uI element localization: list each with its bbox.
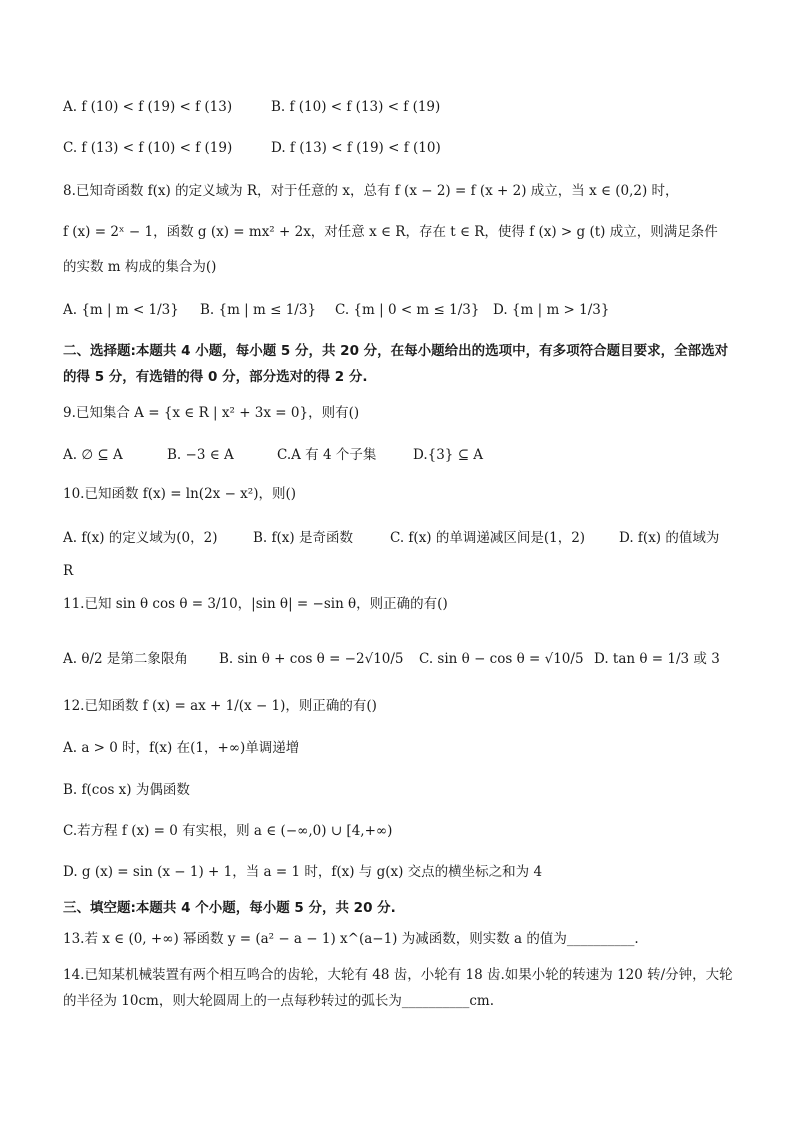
q10-option-b: B. f(x) 是奇函数 bbox=[253, 530, 353, 546]
q13-stem: 13.若 x ∈ (0, +∞) 幂函数 y = (a² − a − 1) x^(a−1) 为减函数，则实数 a 的值为__________. bbox=[63, 931, 639, 947]
section2-heading-line2: 的得 5 分，有选错的得 0 分，部分选对的得 2 分. bbox=[63, 369, 368, 385]
q9-option-c: C.A 有 4 个子集 bbox=[277, 447, 377, 463]
q12-option-d: D. g (x) = sin (x − 1) + 1，当 a = 1 时，f(x) 与 g(x) 交点的横坐标之和为 4 bbox=[63, 864, 543, 880]
q10-option-a: A. f(x) 的定义域为(0，2) bbox=[63, 530, 218, 546]
section2-heading-line1: 二、选择题:本题共 4 小题，每小题 5 分，共 20 分，在每小题给出的选项中，有多项符合题目要求，全部选对 bbox=[63, 343, 729, 359]
q9-option-a: A. ∅ ⊆ A bbox=[63, 447, 123, 463]
q11-options bbox=[63, 648, 733, 670]
q9-options bbox=[63, 444, 733, 466]
q10-option-d: D. f(x) 的值域为 bbox=[619, 530, 720, 546]
q10-options bbox=[63, 527, 733, 549]
q9-option-d: D.{3} ⊆ A bbox=[413, 447, 484, 463]
q14-line2: 的半径为 10cm，则大轮圆周上的一点每秒转过的弧长为__________cm. bbox=[63, 993, 494, 1009]
q8-stem-line1: 8.已知奇函数 f(x) 的定义域为 R，对于任意的 x，总有 f (x − 2) = f (x + 2) 成立，当 x ∈ (0,2) 时， bbox=[63, 183, 679, 199]
q7-option-b: B. f (10) < f (13) < f (19) bbox=[271, 99, 441, 115]
q11-option-a: A. θ/2 是第二象限角 bbox=[63, 651, 188, 667]
q7-options-row2 bbox=[63, 137, 733, 159]
q8-option-c: C. {m | 0 < m ≤ 1/3} bbox=[335, 302, 480, 318]
q7-option-d: D. f (13) < f (19) < f (10) bbox=[271, 140, 441, 156]
q10-stem: 10.已知函数 f(x) = ln(2x − x²)，则() bbox=[63, 486, 297, 502]
q12-stem: 12.已知函数 f (x) = ax + 1/(x − 1)，则正确的有() bbox=[63, 698, 377, 714]
q10-option-d-continued: R bbox=[63, 563, 74, 579]
q9-option-b: B. −3 ∈ A bbox=[167, 447, 234, 463]
q8-stem-line3: 的实数 m 构成的集合为() bbox=[63, 259, 217, 275]
q8-options bbox=[63, 299, 733, 321]
q8-stem-line2: f (x) = 2ˣ − 1，函数 g (x) = mx² + 2x，对任意 x ∈ R，存在 t ∈ R，使得 f (x) > g (t) 成立，则满足条件 bbox=[63, 224, 718, 240]
q12-option-b: B. f(cos x) 为偶函数 bbox=[63, 782, 190, 798]
q9-stem: 9.已知集合 A = {x ∈ R | x² + 3x = 0}，则有() bbox=[63, 405, 360, 421]
q7-options-row1 bbox=[63, 96, 733, 118]
q7-option-a: A. f (10) < f (19) < f (13) bbox=[63, 99, 233, 115]
q14-line1: 14.已知某机械装置有两个相互鸣合的齿轮，大轮有 48 齿，小轮有 18 齿.如果小轮的转速为 120 转/分钟，大轮 bbox=[63, 967, 733, 983]
q11-stem: 11.已知 sin θ cos θ = 3/10，|sin θ| = −sin θ，则正确的有() bbox=[63, 596, 448, 612]
q12-option-a: A. a > 0 时，f(x) 在(1，+∞)单调递增 bbox=[63, 740, 300, 756]
q8-option-d: D. {m | m > 1/3} bbox=[493, 302, 610, 318]
section3-heading: 三、填空题:本题共 4 个小题，每小题 5 分，共 20 分. bbox=[63, 900, 396, 916]
q12-option-c: C.若方程 f (x) = 0 有实根，则 a ∈ (−∞,0) ∪ [4,+∞) bbox=[63, 823, 393, 839]
q10-option-c: C. f(x) 的单调递减区间是(1，2) bbox=[390, 530, 586, 546]
q11-option-c: C. sin θ − cos θ = √10/5 bbox=[419, 651, 584, 667]
q8-option-a: A. {m | m < 1/3} bbox=[63, 302, 179, 318]
q11-option-b: B. sin θ + cos θ = −2√10/5 bbox=[219, 651, 404, 667]
q11-option-d: D. tan θ = 1/3 或 3 bbox=[594, 651, 720, 667]
q8-option-b: B. {m | m ≤ 1/3} bbox=[200, 302, 317, 318]
q7-option-c: C. f (13) < f (10) < f (19) bbox=[63, 140, 233, 156]
